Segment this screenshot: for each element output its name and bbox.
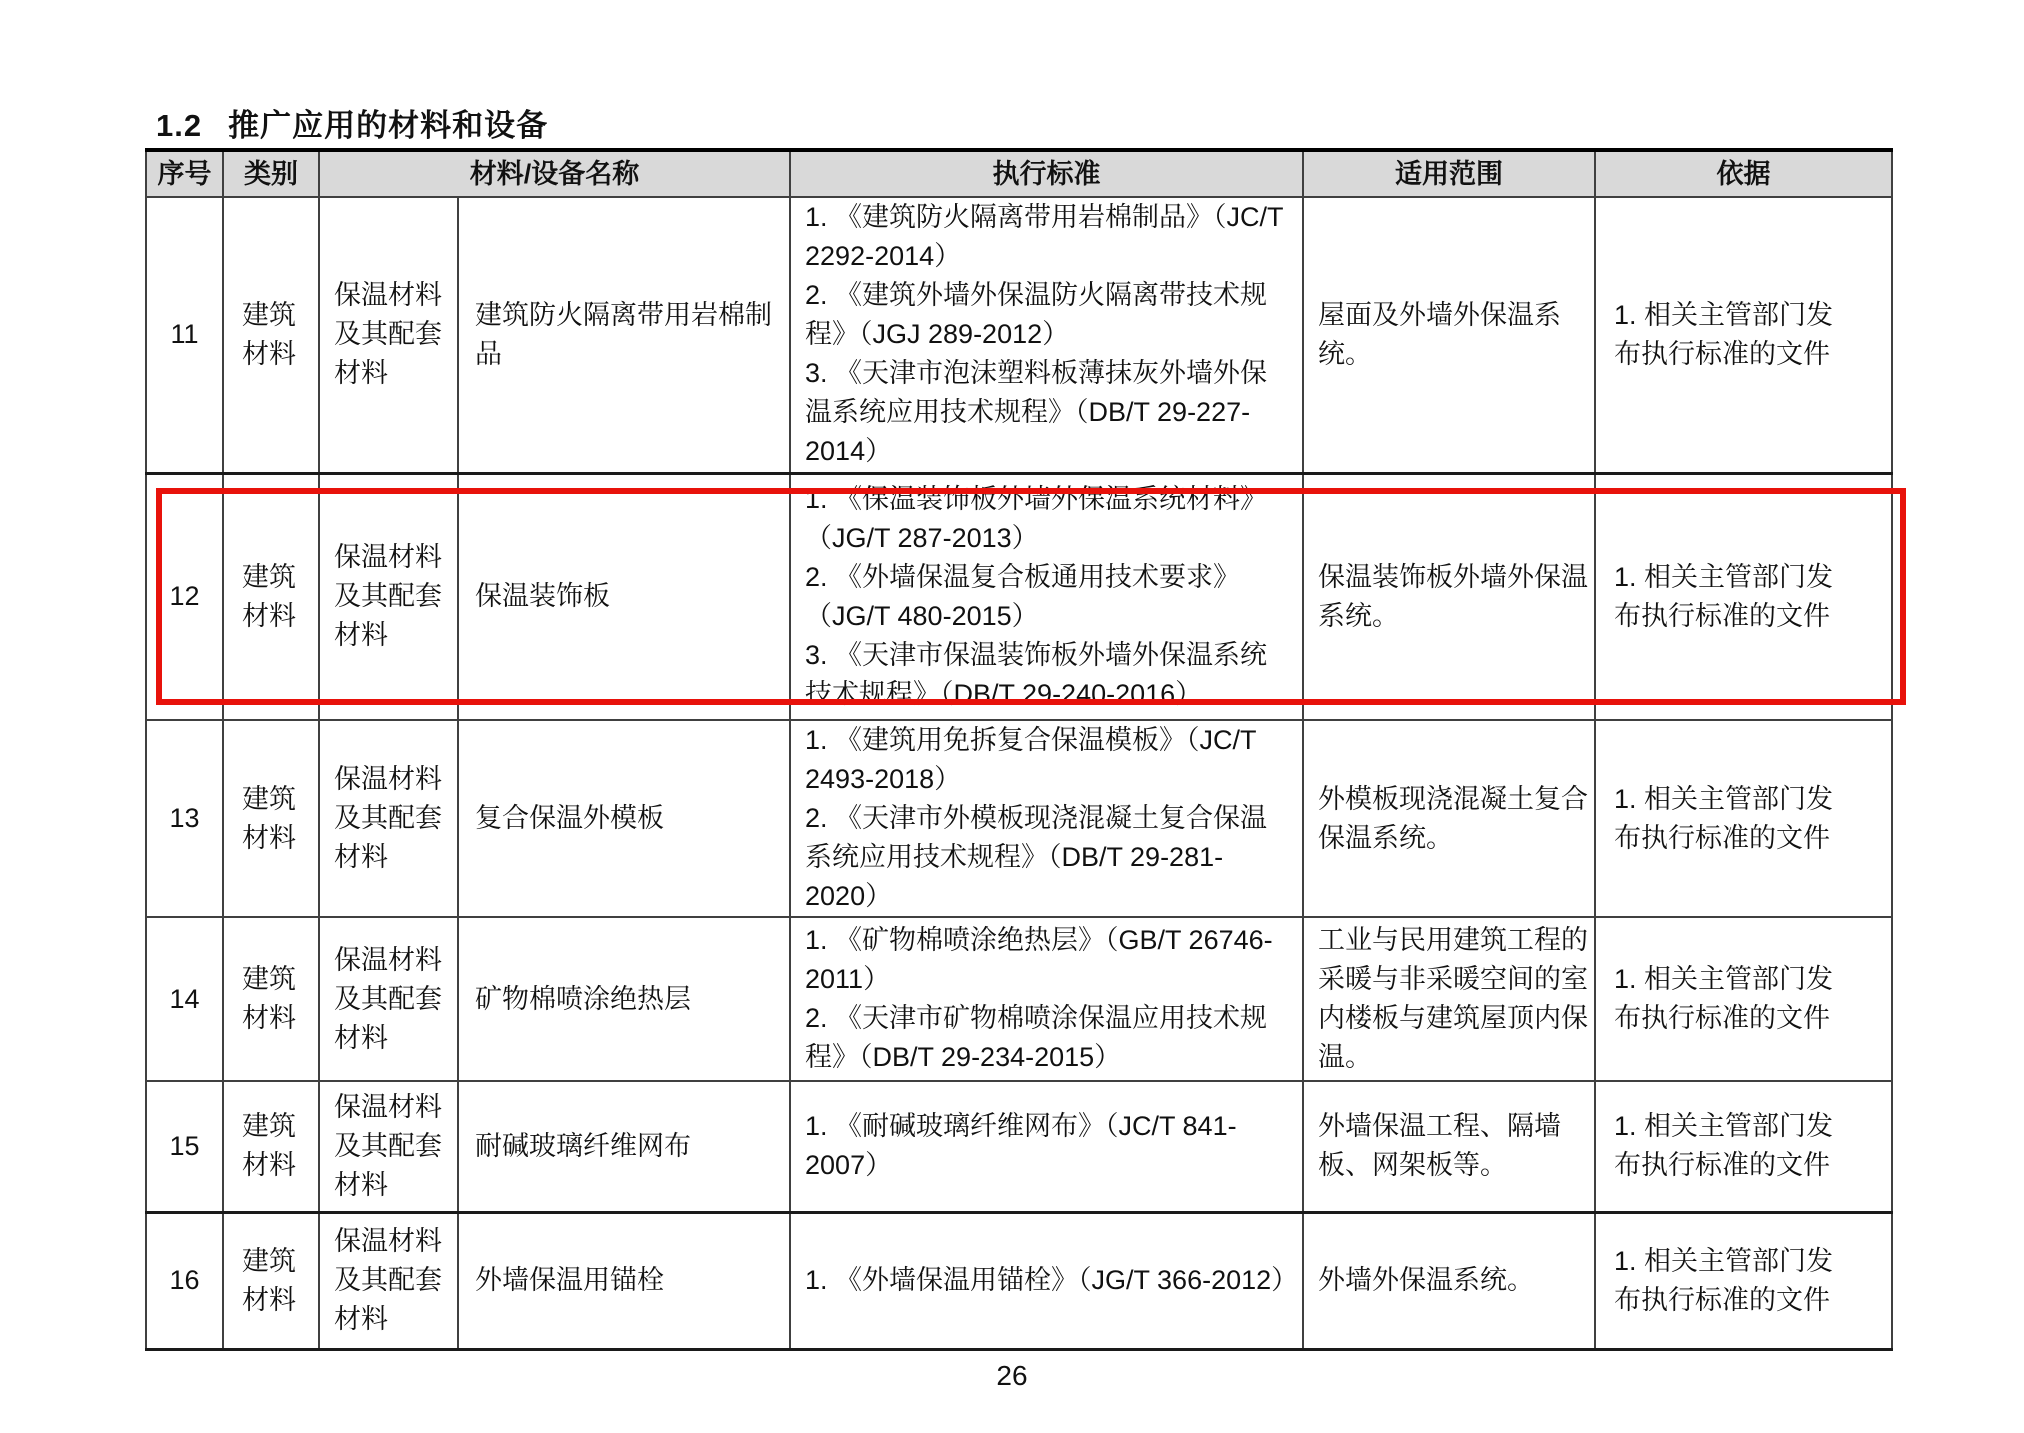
table-row bbox=[146, 197, 1892, 473]
cell-scope: 外墙外保温系统。 bbox=[1303, 1212, 1595, 1349]
cell-row-number: 13 bbox=[146, 720, 223, 917]
cell-material-name: 外墙保温用锚栓 bbox=[458, 1212, 790, 1349]
col-header-standard: 执行标准 bbox=[790, 150, 1303, 197]
table-header-row bbox=[146, 150, 1892, 197]
standard-item: 3. 《天津市保温装饰板外墙外保温系统技术规程》（DB/T 29-240-2016） bbox=[805, 639, 1268, 709]
cell-row-number: 16 bbox=[146, 1212, 223, 1349]
cell-subcategory: 保温材料及其配套材料 bbox=[319, 917, 458, 1081]
section-title: 推广应用的材料和设备 bbox=[228, 108, 549, 143]
cell-material-name: 建筑防火隔离带用岩棉制品 bbox=[458, 197, 790, 473]
cell-basis: 1. 相关主管部门发布执行标准的文件 bbox=[1595, 1081, 1892, 1212]
cell-category: 建筑材料 bbox=[223, 720, 319, 917]
cell-material-name: 复合保温外模板 bbox=[458, 720, 790, 917]
table-row bbox=[146, 1212, 1892, 1349]
page-number: 26 bbox=[996, 1360, 1028, 1391]
cell-material-name: 矿物棉喷涂绝热层 bbox=[458, 917, 790, 1081]
cell-subcategory: 保温材料及其配套材料 bbox=[319, 473, 458, 720]
cell-basis: 1. 相关主管部门发布执行标准的文件 bbox=[1595, 473, 1892, 720]
cell-scope: 外模板现浇混凝土复合保温系统。 bbox=[1303, 720, 1595, 917]
table-row bbox=[146, 917, 1892, 1081]
standard-item: 3. 《天津市泡沫塑料板薄抹灰外墙外保温系统应用技术规程》（DB/T 29-227-2014） bbox=[805, 358, 1268, 467]
col-header-scope: 适用范围 bbox=[1303, 150, 1595, 197]
cell-standards bbox=[790, 1212, 1303, 1349]
table-row bbox=[146, 473, 1892, 720]
cell-category: 建筑材料 bbox=[223, 917, 319, 1081]
cell-standards bbox=[790, 197, 1303, 473]
standard-item: 1. 《建筑用免拆复合保温模板》（JC/T 2493-2018） bbox=[805, 725, 1257, 794]
cell-subcategory: 保温材料及其配套材料 bbox=[319, 1081, 458, 1212]
cell-standards bbox=[790, 1081, 1303, 1212]
cell-basis: 1. 相关主管部门发布执行标准的文件 bbox=[1595, 917, 1892, 1081]
col-header-basis: 依据 bbox=[1595, 150, 1892, 197]
section-number: 1.2 bbox=[156, 108, 203, 143]
cell-standards bbox=[790, 720, 1303, 917]
standard-item: 1. 《外墙保温用锚栓》（JG/T 366-2012） bbox=[805, 1265, 1299, 1295]
cell-standards bbox=[790, 473, 1303, 720]
cell-material-name: 耐碱玻璃纤维网布 bbox=[458, 1081, 790, 1212]
cell-category: 建筑材料 bbox=[223, 473, 319, 720]
standard-item: 2. 《天津市矿物棉喷涂保温应用技术规程》（DB/T 29-234-2015） bbox=[805, 1003, 1268, 1072]
section-heading bbox=[156, 100, 548, 145]
standard-item: 2. 《建筑外墙外保温防火隔离带技术规程》（JGJ 289-2012） bbox=[805, 280, 1268, 350]
cell-subcategory: 保温材料及其配套材料 bbox=[319, 1212, 458, 1349]
col-header-no: 序号 bbox=[146, 150, 223, 197]
cell-standards bbox=[790, 917, 1303, 1081]
cell-basis: 1. 相关主管部门发布执行标准的文件 bbox=[1595, 1212, 1892, 1349]
cell-row-number: 14 bbox=[146, 917, 223, 1081]
standard-item: 1. 《矿物棉喷涂绝热层》（GB/T 26746-2011） bbox=[805, 925, 1273, 994]
cell-scope: 工业与民用建筑工程的采暖与非采暖空间的室内楼板与建筑屋顶内保温。 bbox=[1303, 917, 1595, 1081]
standard-item: 1. 《耐碱玻璃纤维网布》（JC/T 841-2007） bbox=[805, 1111, 1237, 1181]
cell-basis: 1. 相关主管部门发布执行标准的文件 bbox=[1595, 720, 1892, 917]
cell-category: 建筑材料 bbox=[223, 1081, 319, 1212]
cell-scope: 屋面及外墙外保温系统。 bbox=[1303, 197, 1595, 473]
cell-category: 建筑材料 bbox=[223, 1212, 319, 1349]
materials-table bbox=[145, 148, 1893, 1351]
cell-row-number: 15 bbox=[146, 1081, 223, 1212]
table-row bbox=[146, 720, 1892, 917]
cell-row-number: 11 bbox=[146, 197, 223, 473]
cell-material-name: 保温装饰板 bbox=[458, 473, 790, 720]
standard-item: 2. 《外墙保温复合板通用技术要求》（JG/T 480-2015） bbox=[805, 561, 1241, 631]
col-header-name: 材料/设备名称 bbox=[319, 150, 790, 197]
cell-subcategory: 保温材料及其配套材料 bbox=[319, 720, 458, 917]
cell-subcategory: 保温材料及其配套材料 bbox=[319, 197, 458, 473]
table-row bbox=[146, 1081, 1892, 1212]
cell-scope: 保温装饰板外墙外保温系统。 bbox=[1303, 473, 1595, 720]
cell-scope: 外墙保温工程、隔墙板、网架板等。 bbox=[1303, 1081, 1595, 1212]
cell-row-number: 12 bbox=[146, 473, 223, 720]
standard-item: 1. 《建筑防火隔离带用岩棉制品》（JC/T 2292-2014） bbox=[805, 202, 1284, 272]
cell-basis: 1. 相关主管部门发布执行标准的文件 bbox=[1595, 197, 1892, 473]
standard-item: 2. 《天津市外模板现浇混凝土复合保温系统应用技术规程》（DB/T 29-281-2020） bbox=[805, 803, 1268, 911]
cell-category: 建筑材料 bbox=[223, 197, 319, 473]
standard-item: 1. 《保温装饰板外墙外保温系统材料》（JG/T 287-2013） bbox=[805, 483, 1268, 553]
col-header-category: 类别 bbox=[223, 150, 319, 197]
